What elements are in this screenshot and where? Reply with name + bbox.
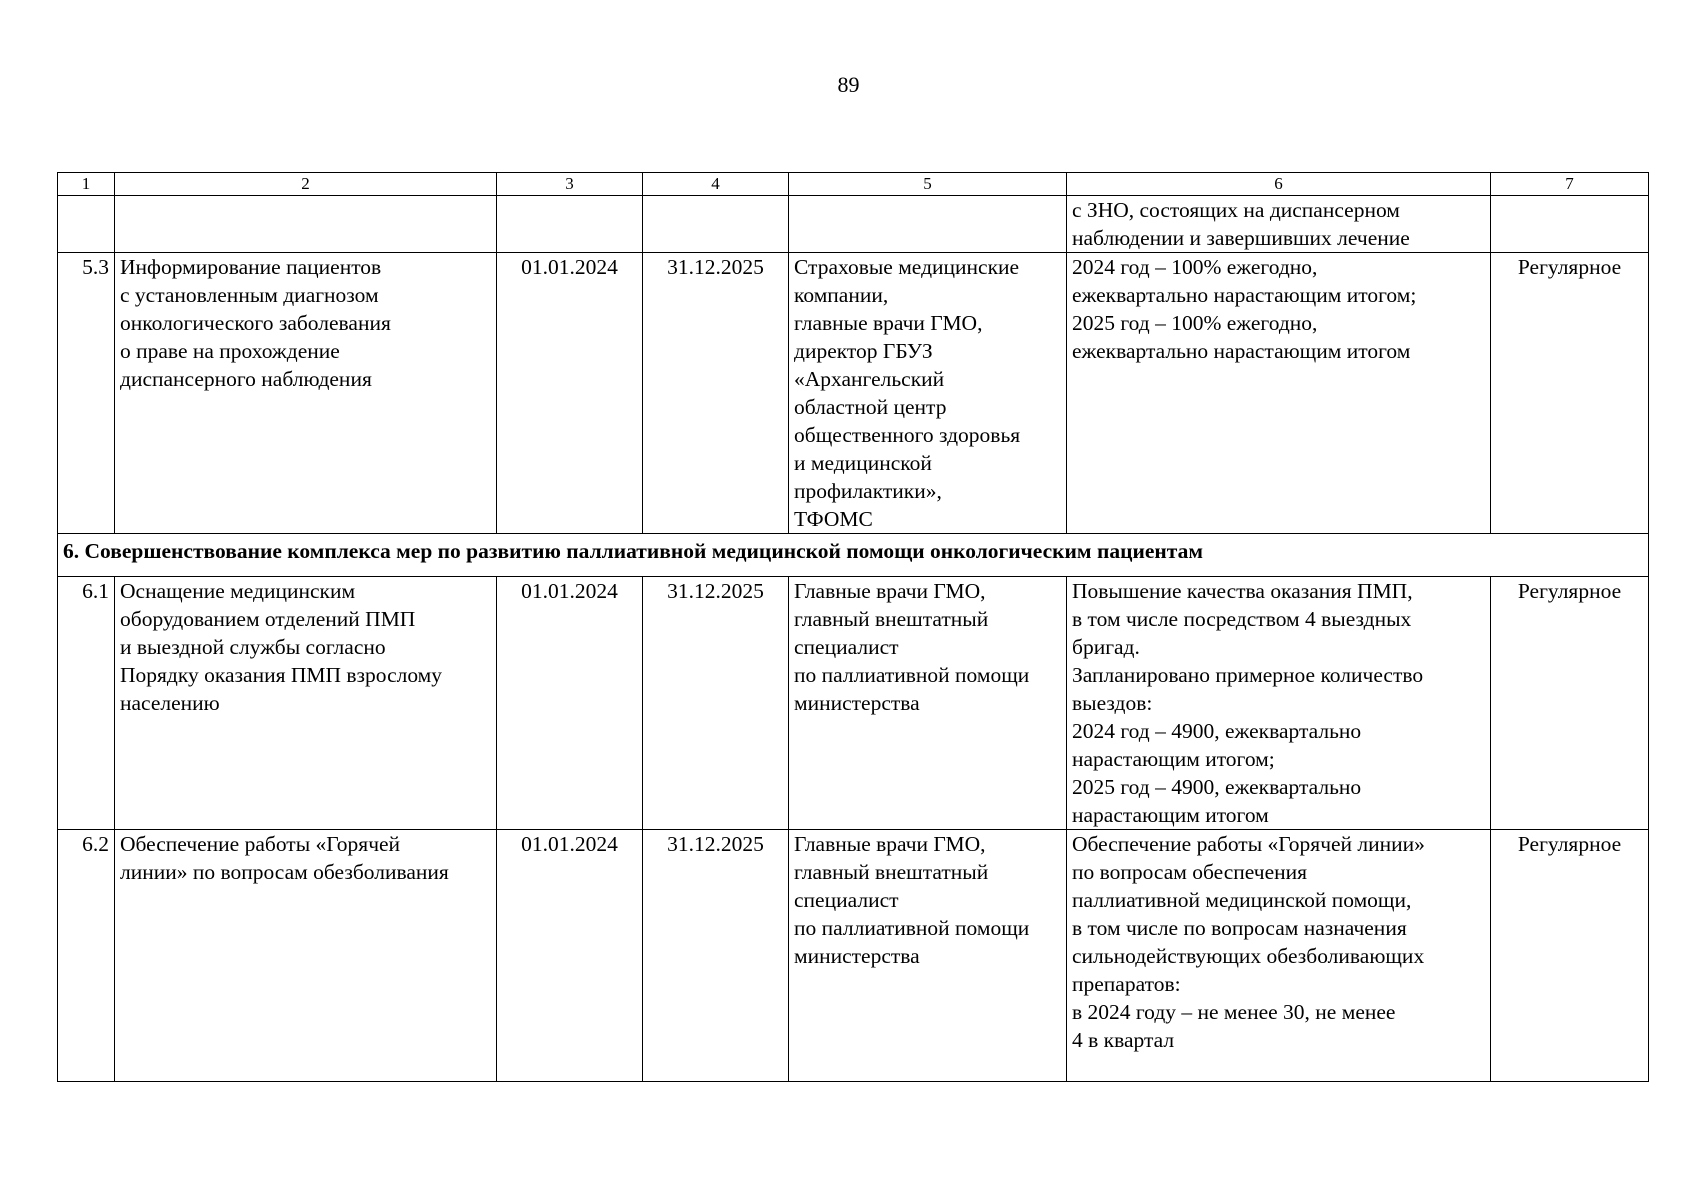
end-date-cell: 31.12.2025 xyxy=(643,253,789,534)
column-number: 6 xyxy=(1067,173,1491,196)
table-row xyxy=(58,830,1649,1082)
frequency-cell: Регулярное xyxy=(1491,577,1649,830)
column-number: 5 xyxy=(789,173,1067,196)
responsible-cell: Главные врачи ГМО, главный внештатный специалист по паллиативной помощи министерства xyxy=(789,577,1067,830)
start-date-cell xyxy=(497,196,643,253)
item-number-cell: 6.2 xyxy=(58,830,115,1082)
table-row xyxy=(58,577,1649,830)
frequency-cell xyxy=(1491,196,1649,253)
result-cell: Обеспечение работы «Горячей линии» по вопросам обеспечения паллиативной медицинской помощи, в том числе по вопросам назначения сильнодействующих обезболивающих препаратов: в 2024 году – не менее 30, не менее 4 в квартал xyxy=(1067,830,1491,1082)
column-number: 7 xyxy=(1491,173,1649,196)
start-date-cell: 01.01.2024 xyxy=(497,830,643,1082)
start-date-cell: 01.01.2024 xyxy=(497,577,643,830)
column-number: 4 xyxy=(643,173,789,196)
responsible-cell: Главные врачи ГМО, главный внештатный специалист по паллиативной помощи министерства xyxy=(789,830,1067,1082)
responsible-cell xyxy=(789,196,1067,253)
section-row xyxy=(58,534,1649,577)
column-number: 1 xyxy=(58,173,115,196)
plan-table xyxy=(57,172,1649,1082)
responsible-cell: Страховые медицинские компании, главные врачи ГМО, директор ГБУЗ «Архангельский областной центр общественного здоровья и медицинской профилактики», ТФОМС xyxy=(789,253,1067,534)
end-date-cell: 31.12.2025 xyxy=(643,830,789,1082)
activity-cell: Обеспечение работы «Горячей линии» по вопросам обезболивания xyxy=(115,830,497,1082)
activity-cell xyxy=(115,196,497,253)
column-number: 2 xyxy=(115,173,497,196)
frequency-cell: Регулярное xyxy=(1491,253,1649,534)
end-date-cell: 31.12.2025 xyxy=(643,577,789,830)
item-number-cell: 6.1 xyxy=(58,577,115,830)
end-date-cell xyxy=(643,196,789,253)
result-cell: с ЗНО, состоящих на диспансерном наблюдении и завершивших лечение xyxy=(1067,196,1491,253)
start-date-cell: 01.01.2024 xyxy=(497,253,643,534)
column-number-row xyxy=(58,173,1649,196)
activity-cell: Информирование пациентов с установленным диагнозом онкологического заболевания о праве на прохождение диспансерного наблюдения xyxy=(115,253,497,534)
item-number-cell: 5.3 xyxy=(58,253,115,534)
activity-cell: Оснащение медицинским оборудованием отделений ПМП и выездной службы согласно Порядку оказания ПМП взрослому населению xyxy=(115,577,497,830)
column-number: 3 xyxy=(497,173,643,196)
table-row xyxy=(58,253,1649,534)
result-cell: Повышение качества оказания ПМП, в том числе посредством 4 выездных бригад. Запланировано примерное количество выездов: 2024 год – 4900, ежеквартально нарастающим итогом; 2025 год – 4900, ежеквартально нарастающим итогом xyxy=(1067,577,1491,830)
frequency-cell: Регулярное xyxy=(1491,830,1649,1082)
result-cell: 2024 год – 100% ежегодно, ежеквартально нарастающим итогом; 2025 год – 100% ежегодно, ежеквартально нарастающим итогом xyxy=(1067,253,1491,534)
page-number: 89 xyxy=(837,72,860,97)
table-row xyxy=(58,196,1649,253)
section-title: 6. Совершенствование комплекса мер по развитию паллиативной медицинской помощи онкологическим пациентам xyxy=(58,534,1649,577)
item-number-cell xyxy=(58,196,115,253)
